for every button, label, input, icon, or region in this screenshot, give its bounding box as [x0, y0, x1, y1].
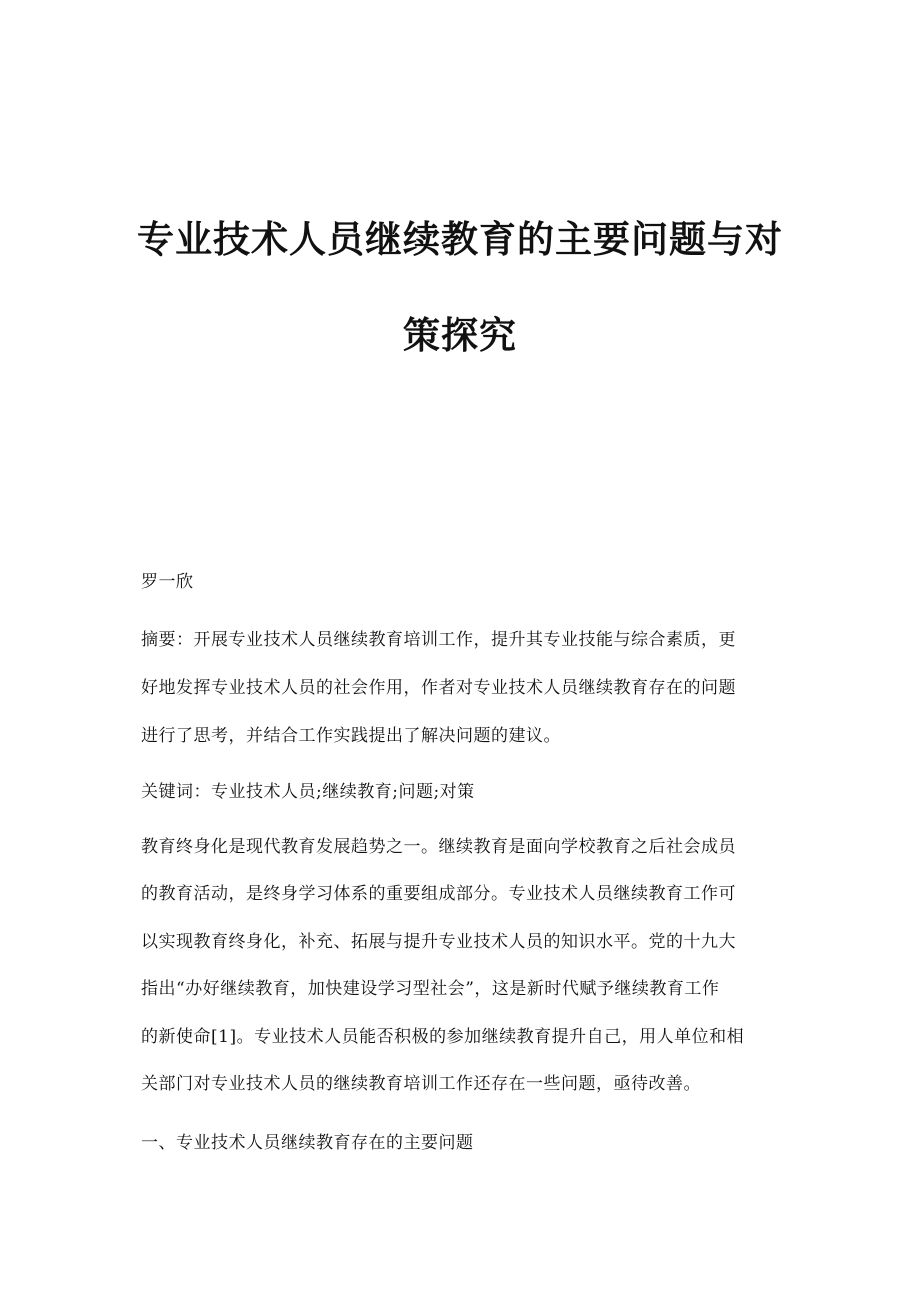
author-name: 罗一欣 — [141, 572, 194, 592]
paragraph-line: 关部门对专业技术人员的继续教育培训工作还存在一些问题，亟待改善。 — [141, 1074, 701, 1094]
document-title-line-1: 专业技术人员继续教育的主要问题与对 — [137, 218, 783, 261]
abstract-line: 进行了思考，并结合工作实践提出了解决问题的建议。 — [141, 726, 561, 746]
abstract-line: 摘要：开展专业技术人员继续教育培训工作，提升其专业技能与综合素质，更 — [141, 630, 736, 650]
keywords: 关键词：专业技术人员;继续教育;问题;对策 — [141, 782, 475, 802]
paragraph-line: 的新使命[1]。专业技术人员能否积极的参加继续教育提升自己，用人单位和相 — [141, 1027, 745, 1047]
document-title-line-2: 策探究 — [403, 314, 517, 357]
paragraph-line: 指出“办好继续教育，加快建设学习型社会”，这是新时代赋予继续教育工作 — [141, 979, 720, 999]
section-heading: 一、专业技术人员继续教育存在的主要问题 — [141, 1133, 474, 1153]
paragraph-line: 以实现教育终身化，补充、拓展与提升专业技术人员的知识水平。党的十九大 — [141, 932, 736, 952]
paragraph-line: 教育终身化是现代教育发展趋势之一。继续教育是面向学校教育之后社会成员 — [141, 837, 736, 857]
abstract — [141, 625, 781, 745]
abstract-line: 好地发挥专业技术人员的社会作用，作者对专业技术人员继续教育存在的问题 — [141, 678, 736, 698]
paragraph-line: 的教育活动，是终身学习体系的重要组成部分。专业技术人员继续教育工作可 — [141, 884, 736, 904]
intro-paragraph — [141, 832, 781, 1092]
